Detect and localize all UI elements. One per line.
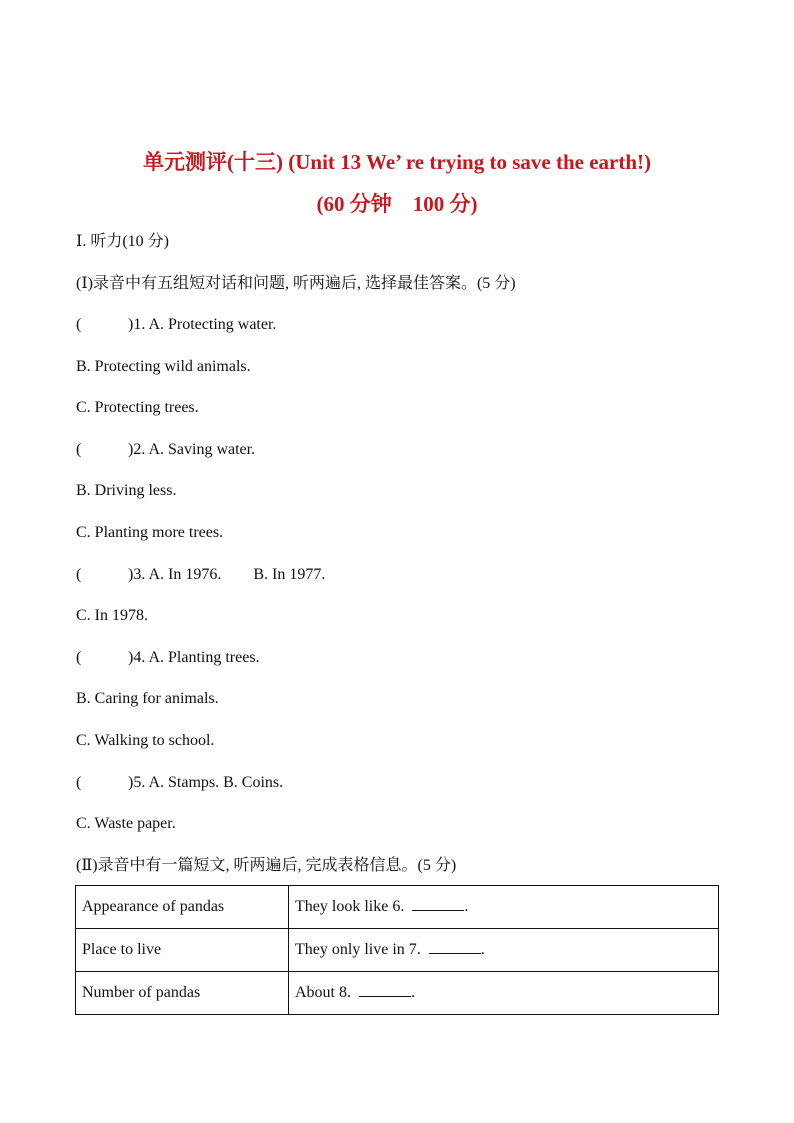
answer-paren[interactable]: ( <box>76 649 82 666</box>
answer-prefix: About 8. <box>295 984 351 1001</box>
row-answer-cell <box>289 886 719 929</box>
answer-suffix: . <box>411 984 415 1001</box>
question-5 <box>76 773 283 793</box>
answer-paren[interactable]: ( <box>76 774 82 791</box>
answer-blank[interactable] <box>359 984 411 997</box>
answer-blank[interactable] <box>412 898 464 911</box>
question-4 <box>76 648 260 668</box>
row-label: Place to live <box>76 929 289 972</box>
question-stem: )3. A. In 1976. B. In 1977. <box>128 566 326 583</box>
answer-prefix: They look like 6. <box>295 898 405 915</box>
question-stem: )5. A. Stamps. B. Coins. <box>128 774 284 791</box>
time-score-subtitle: (60 分钟 100 分) <box>316 192 478 216</box>
unit-title: 单元测评(十三) (Unit 13 We’ re trying to save the earth!) <box>143 150 651 174</box>
option-c: C. Waste paper. <box>76 815 176 832</box>
answer-paren[interactable]: ( <box>76 441 82 458</box>
question-1 <box>76 315 276 335</box>
section-heading-listening: Ⅰ. 听力(10 分) <box>76 233 169 250</box>
question-3 <box>76 565 325 585</box>
part2-instructions: (Ⅱ)录音中有一篇短文, 听两遍后, 完成表格信息。(5 分) <box>76 857 457 874</box>
panda-info-table <box>75 885 719 1015</box>
option-b: B. Driving less. <box>76 482 177 499</box>
answer-paren[interactable]: ( <box>76 566 82 583</box>
answer-prefix: They only live in 7. <box>295 941 421 958</box>
option-c: C. Protecting trees. <box>76 399 199 416</box>
answer-suffix: . <box>480 941 485 958</box>
option-c: C. In 1978. <box>76 607 148 624</box>
row-answer-cell <box>289 929 719 972</box>
row-label: Appearance of pandas <box>76 886 289 929</box>
table-row <box>76 972 719 1015</box>
question-stem: )1. A. Protecting water. <box>128 316 277 333</box>
answer-suffix: . <box>464 898 469 915</box>
option-c: C. Planting more trees. <box>76 524 224 541</box>
part1-instructions: (Ⅰ)录音中有五组短对话和问题, 听两遍后, 选择最佳答案。(5 分) <box>76 275 516 292</box>
table-row <box>76 886 719 929</box>
answer-paren[interactable]: ( <box>76 316 82 333</box>
row-label: Number of pandas <box>76 972 289 1015</box>
row-answer-cell <box>289 972 719 1015</box>
option-b: B. Caring for animals. <box>76 690 219 707</box>
option-b: B. Protecting wild animals. <box>76 358 251 375</box>
table-row <box>76 929 719 972</box>
question-2 <box>76 440 255 460</box>
question-stem: )4. A. Planting trees. <box>128 649 260 666</box>
answer-blank[interactable] <box>429 941 481 954</box>
question-stem: )2. A. Saving water. <box>128 441 256 458</box>
option-c: C. Walking to school. <box>76 732 215 749</box>
